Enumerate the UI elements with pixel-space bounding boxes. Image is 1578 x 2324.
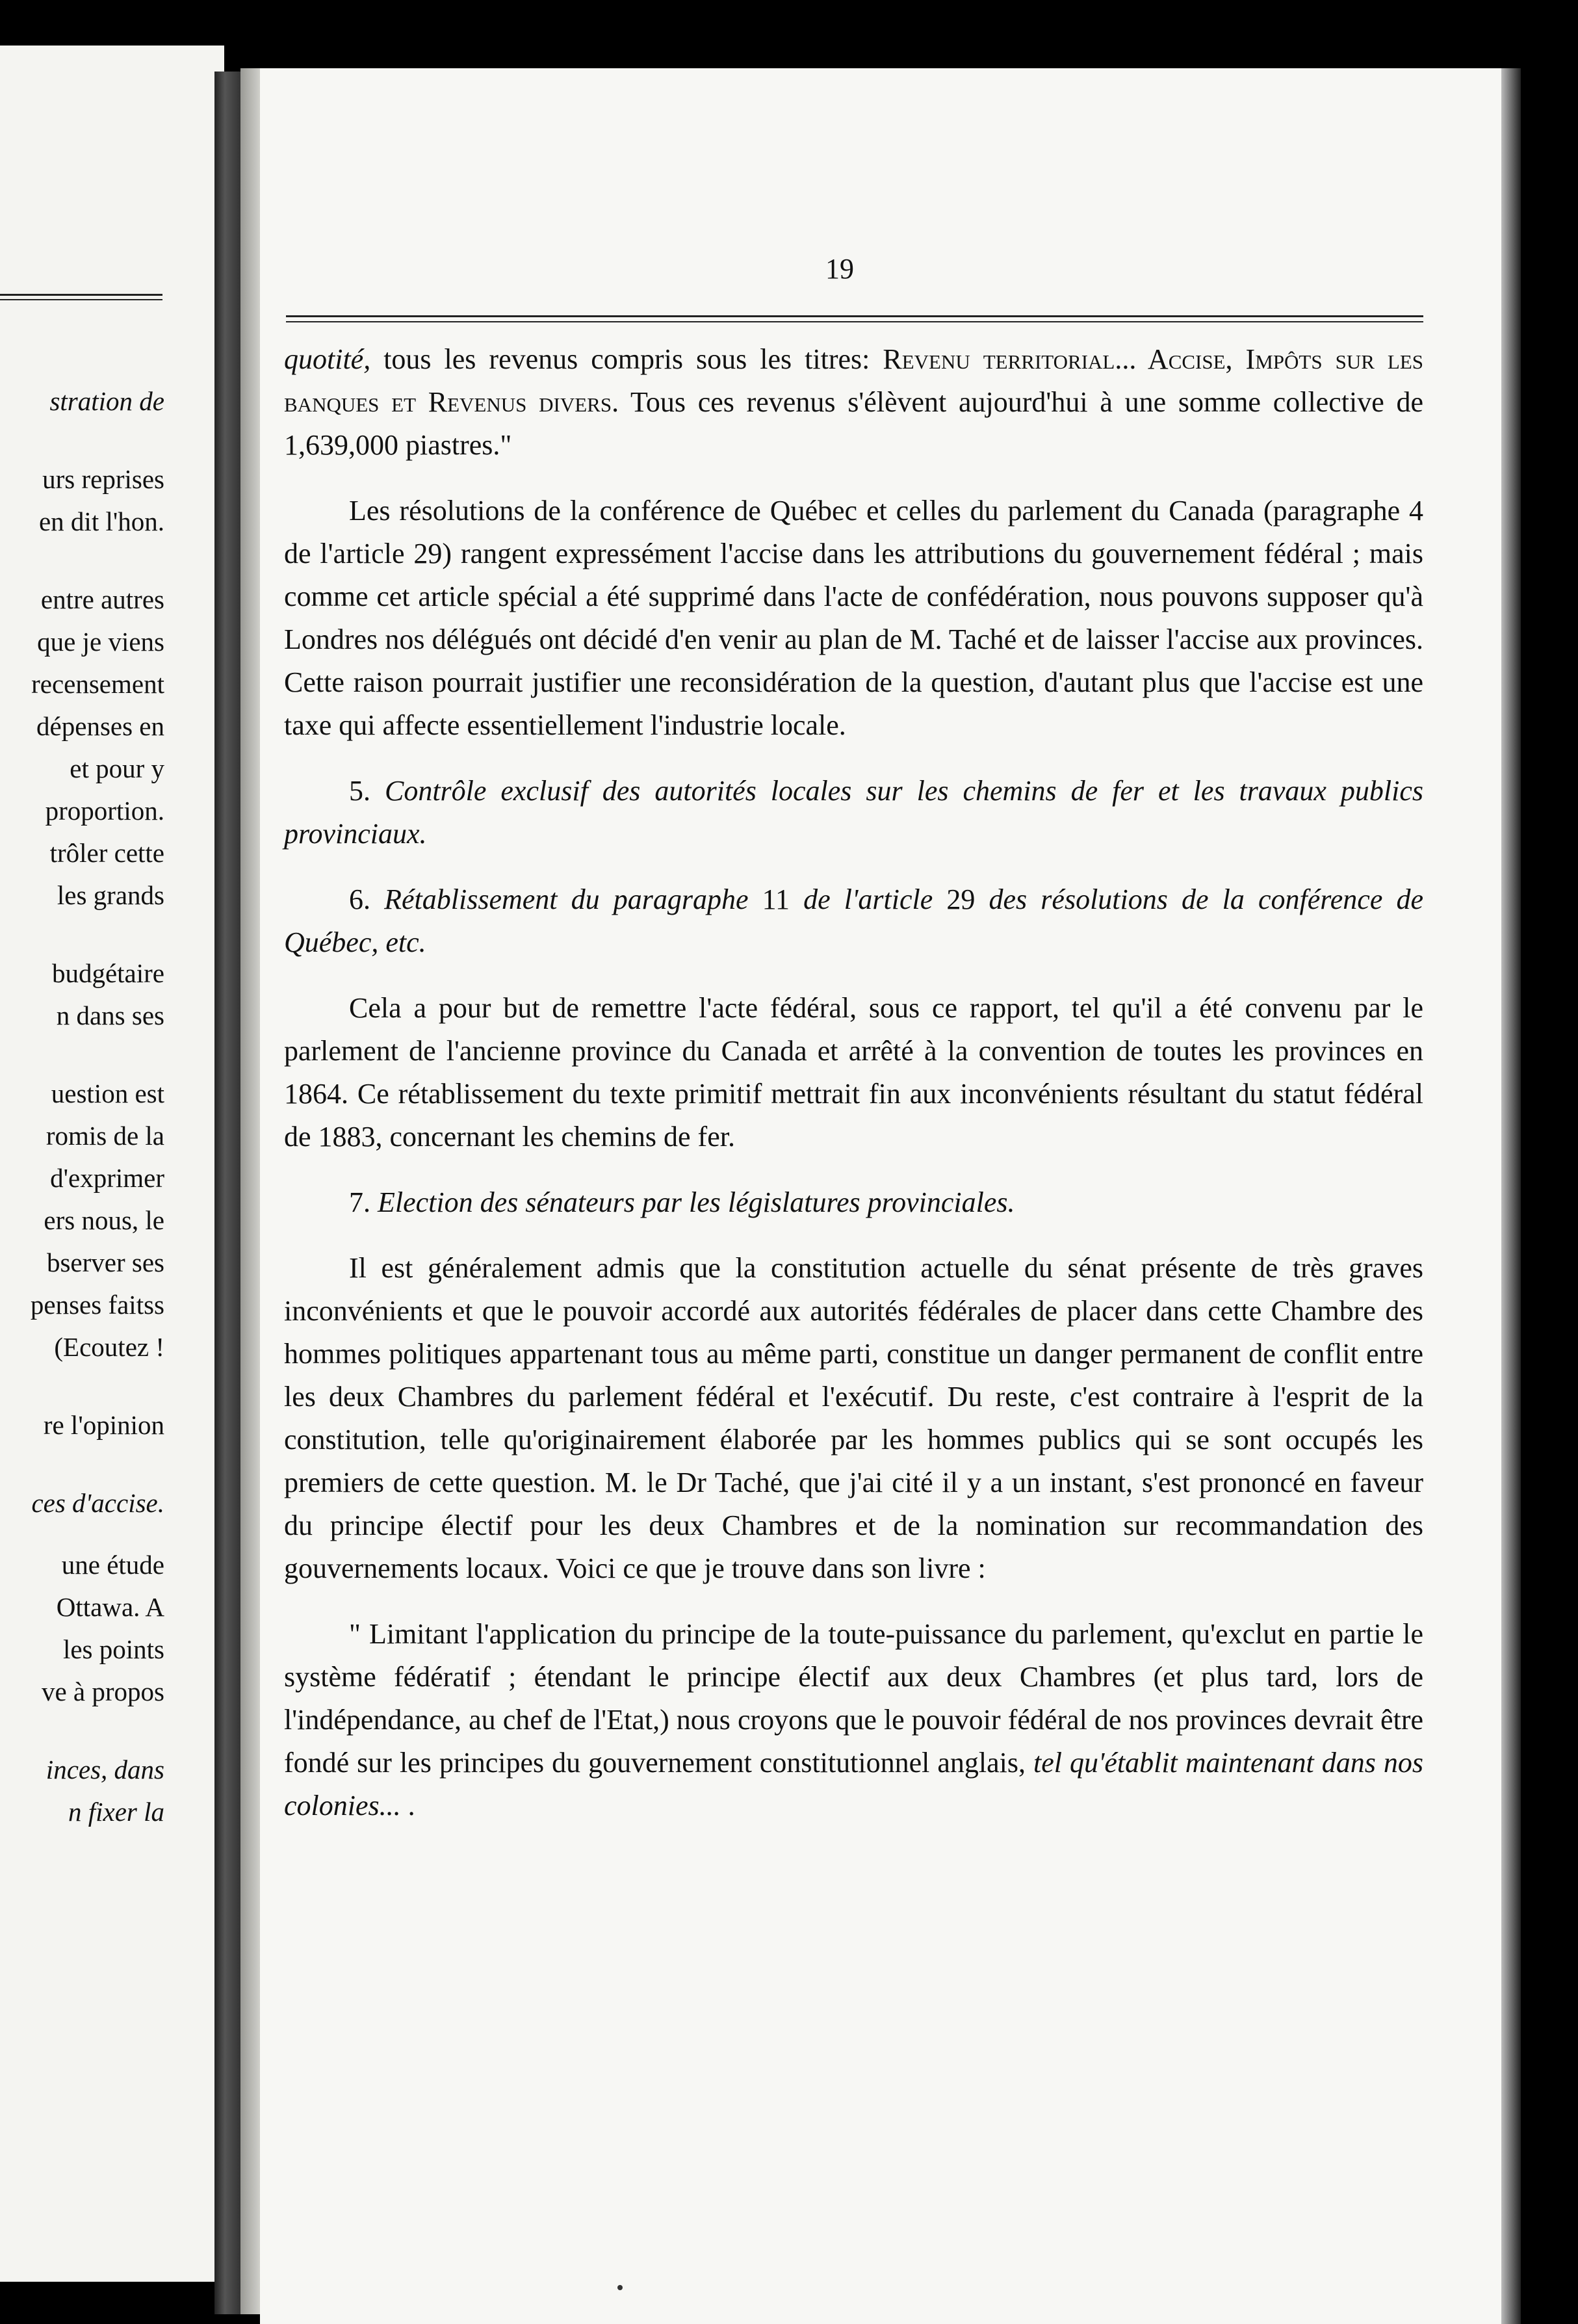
italic-text: tel qu'établit maintenant dans nos colonies... [284,1747,1424,1821]
facing-page-line: penses faitss [30,1290,164,1320]
item-heading: Election des sénateurs par les législatures provinciales. [378,1186,1015,1218]
facing-page-line: inces, dans [45,1755,164,1784]
small-caps-text: Revenu territorial... Accise, Impôts sur les banques et Revenus divers. [284,343,1423,418]
facing-page-line: Ottawa. A [56,1592,164,1622]
facing-page-line: les grands [57,880,164,910]
facing-page-line: n dans ses [56,1000,164,1030]
item-number: 7. [349,1186,378,1218]
item-number: 5. [349,775,385,807]
facing-page-line: bserver ses [46,1247,164,1277]
facing-page-line [0,1524,164,1544]
page-body [284,338,1423,1827]
facing-page-line [0,917,164,952]
facing-page-line [0,1368,164,1404]
italic-text: quotité, [284,343,371,375]
paragraph-item-5 [284,770,1423,855]
paragraph-resolutions: Les résolutions de la conférence de Québec et celles du parlement du Canada (paragraphe 4 de l'article 29) rangent expressément l'accise dans les attributions du gouvernement fédéral ; mais comme cet article spécial a été supprimé dans l'acte de confédération, nous pouvons supposer qu'à Londres nos délégués ont décidé d'en venir au plan de M. Taché et de laisser l'accise aux provinces. Cette raison pourrait justifier une reconsidération de la question, d'autant plus que l'accise est une taxe qui affecte essentiellement l'industrie locale. [284,495,1423,741]
book-page [260,68,1501,2324]
facing-page-line: stration de [49,386,164,416]
book-gutter [214,72,240,2314]
header-rule [286,315,1423,322]
item-number: 6. [349,883,385,915]
facing-page-line: les points [62,1634,164,1664]
facing-page-text [0,380,164,1833]
text-run: 11 [748,883,804,915]
text-run: . [400,1790,415,1821]
facing-page-line: que je viens [37,627,164,657]
paragraph-item-6 [284,878,1423,964]
ink-speck [617,2285,623,2290]
text-run: " Limitant l'application du principe de la toute-puissance du parlement, qu'exclut en partie le système fédératif ; étendant le principe électif aux deux Chambres (et plus tard, lors de l'indépendance, au chef de l'Etat,) nous croyons que le pouvoir fédéral de nos provinces devrait être fondé sur les principes du gouvernement constitutionnel anglais, [284,1618,1423,1779]
facing-page-line: en dit l'hon. [38,506,164,536]
item-heading: de l'article [803,883,933,915]
paragraph-item-7 [284,1181,1423,1224]
facing-page-line: trôler cette [49,838,164,868]
facing-page-line: et pour y [70,753,164,783]
facing-page-line: (Ecoutez ! [54,1332,164,1362]
facing-page-line [0,1037,164,1073]
item-heading: des résolutions de la conférence de Québec, etc. [284,883,1423,958]
paragraph-quote-end [284,338,1423,467]
facing-page-rule [0,294,162,300]
item-heading: Rétablissement du paragraphe [384,883,749,915]
facing-page-line: dépenses en [36,711,164,741]
facing-page-line: urs reprises [42,464,164,494]
facing-page-line: budgétaire [51,958,164,988]
facing-page-line [0,1713,164,1749]
paragraph-cela: Cela a pour but de remettre l'acte fédéral, sous ce rapport, tel qu'il a été convenu par le parlement de l'ancienne province du Canada et arrêté à la convention de toutes les provinces en 1864. Ce rétablissement du texte primitif mettrait fin aux inconvénients résultant du statut fédéral de 1883, concernant les chemins de fer. [284,992,1423,1153]
facing-page-line: ces d'accise. [31,1488,164,1518]
text-run: Tous ces revenus s'élèvent aujourd'hui à une somme collective de 1,639,000 piastres." [284,386,1423,461]
facing-page-line: recensement [31,669,164,699]
facing-page-line: uestion est [51,1078,164,1108]
facing-page-line: entre autres [40,584,164,614]
facing-page-line: d'exprimer [50,1163,164,1193]
facing-page-line [0,423,164,458]
paragraph-quotation [284,1613,1423,1827]
facing-page [0,46,224,2282]
page-edge [1501,68,1521,2324]
text-run: 29 [933,883,989,915]
facing-page-line: romis de la [45,1121,164,1151]
facing-page-line: ers nous, le [44,1205,164,1235]
facing-page-line: ve à propos [41,1677,164,1706]
facing-page-line [0,1446,164,1482]
facing-page-line: re l'opinion [43,1410,164,1440]
paragraph-senat: Il est généralement admis que la constitution actuelle du sénat présente de très graves inconvénients et que le pouvoir accordé aux autorités fédérales de placer dans cette Chambre des hommes politiques appartenant tous au même parti, constitue un danger permanent de conflit entre les deux Chambres du parlement fédéral et l'exécutif. Du reste, c'est contraire à l'esprit de la constitution, telle qu'originairement élaborée par les hommes publics qui se sont occupés les premiers de cette question. M. le Dr Taché, que j'ai cité il y a un instant, s'est prononcé en faveur du principe électif pour les deux Chambres et de la nomination sur recommandation des gouvernements locaux. Voici ce que je trouve dans son livre : [284,1252,1423,1584]
facing-page-line: une étude [61,1550,164,1580]
page-number: 19 [825,253,854,285]
facing-page-line: proportion. [45,796,164,826]
facing-page-line [0,543,164,579]
item-heading: Contrôle exclusif des autorités locales sur les chemins de fer et les travaux publics provinciaux. [284,775,1424,850]
facing-page-line: n fixer la [68,1797,164,1827]
text-run: tous les revenus compris sous les titres: [370,343,883,375]
